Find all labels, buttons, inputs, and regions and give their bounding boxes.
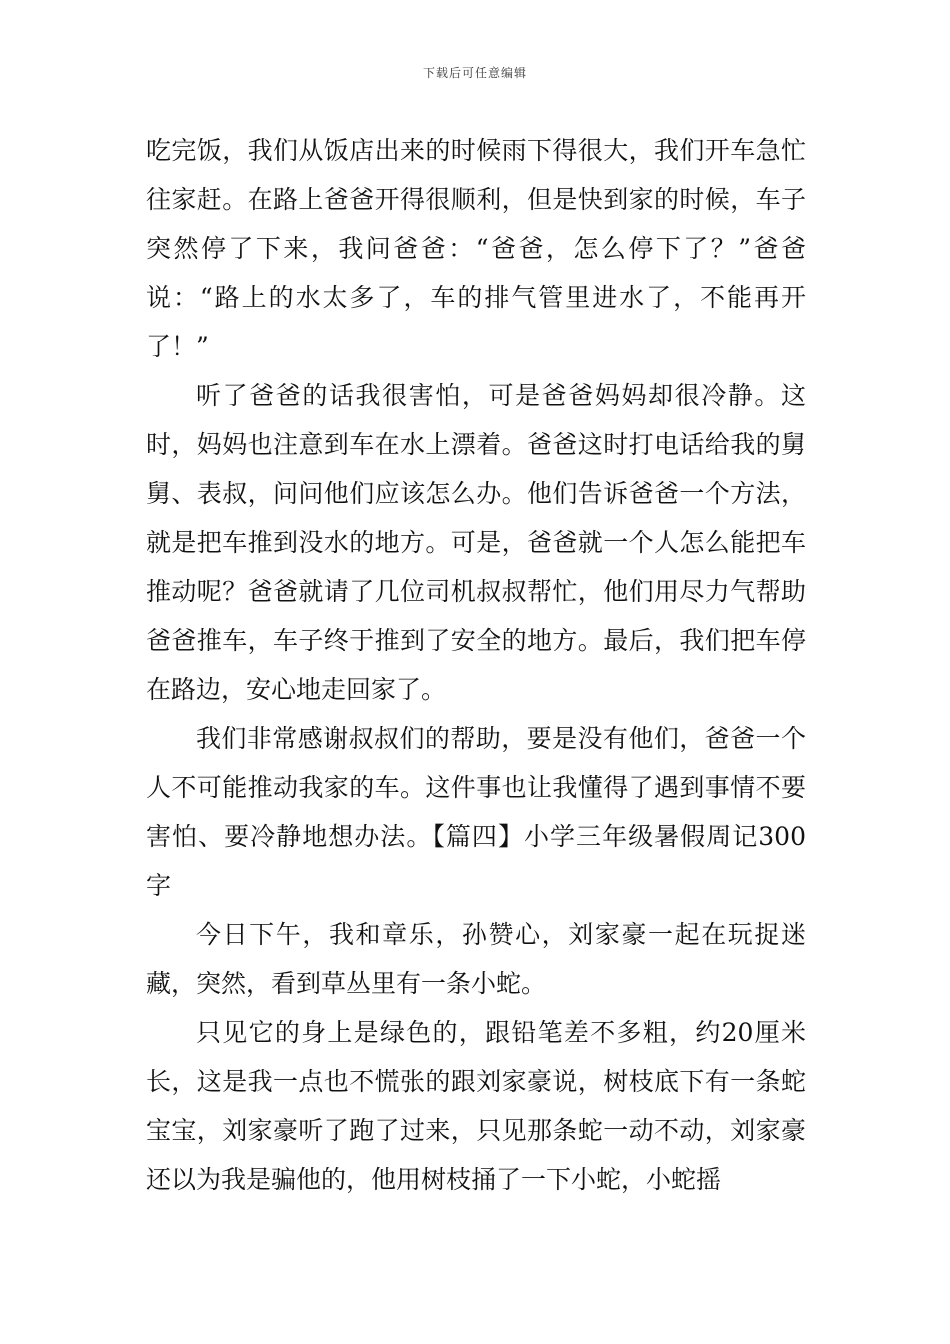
document-body (146, 126, 806, 1204)
paragraph: 只见它的身上是绿色的，跟铅笔差不多粗，约20厘米长，这是我一点也不慌张的跟刘家豪说，树枝底下有一条蛇宝宝，刘家豪听了跑了过来，只见那条蛇一动不动，刘家豪还以为我是骗他的，他用树枝捅了一下小蛇，小蛇摇 (146, 1018, 806, 1194)
paragraph: 我们非常感谢叔叔们的帮助，要是没有他们，爸爸一个人不可能推动我家的车。这件事也让我懂得了遇到事情不要害怕、要冷静地想办法。【篇四】小学三年级暑假周记300字 (146, 724, 806, 900)
page-header: 下载后可任意编辑 (422, 66, 527, 80)
paragraph: 今日下午，我和章乐，孙赞心，刘家豪一起在玩捉迷藏，突然，看到草丛里有一条小蛇。 (146, 920, 806, 998)
paragraph: 吃完饭，我们从饭店出来的时候雨下得很大，我们开车急忙往家赶。在路上爸爸开得很顺利，但是快到家的时候，车子突然停了下来，我问爸爸：“爸爸，怎么停下了？”爸爸说：“路上的水太多了，车的排气管里进水了，不能再开了！” (146, 136, 806, 361)
paragraph: 听了爸爸的话我很害怕，可是爸爸妈妈却很冷静。这时，妈妈也注意到车在水上漂着。爸爸这时打电话给我的舅舅、表叔，问问他们应该怎么办。他们告诉爸爸一个方法，就是把车推到没水的地方。可是，爸爸就一个人怎么能把车推动呢？爸爸就请了几位司机叔叔帮忙，他们用尽力气帮助爸爸推车，车子终于推到了安全的地方。最后，我们把车停在路边，安心地走回家了。 (146, 381, 806, 704)
